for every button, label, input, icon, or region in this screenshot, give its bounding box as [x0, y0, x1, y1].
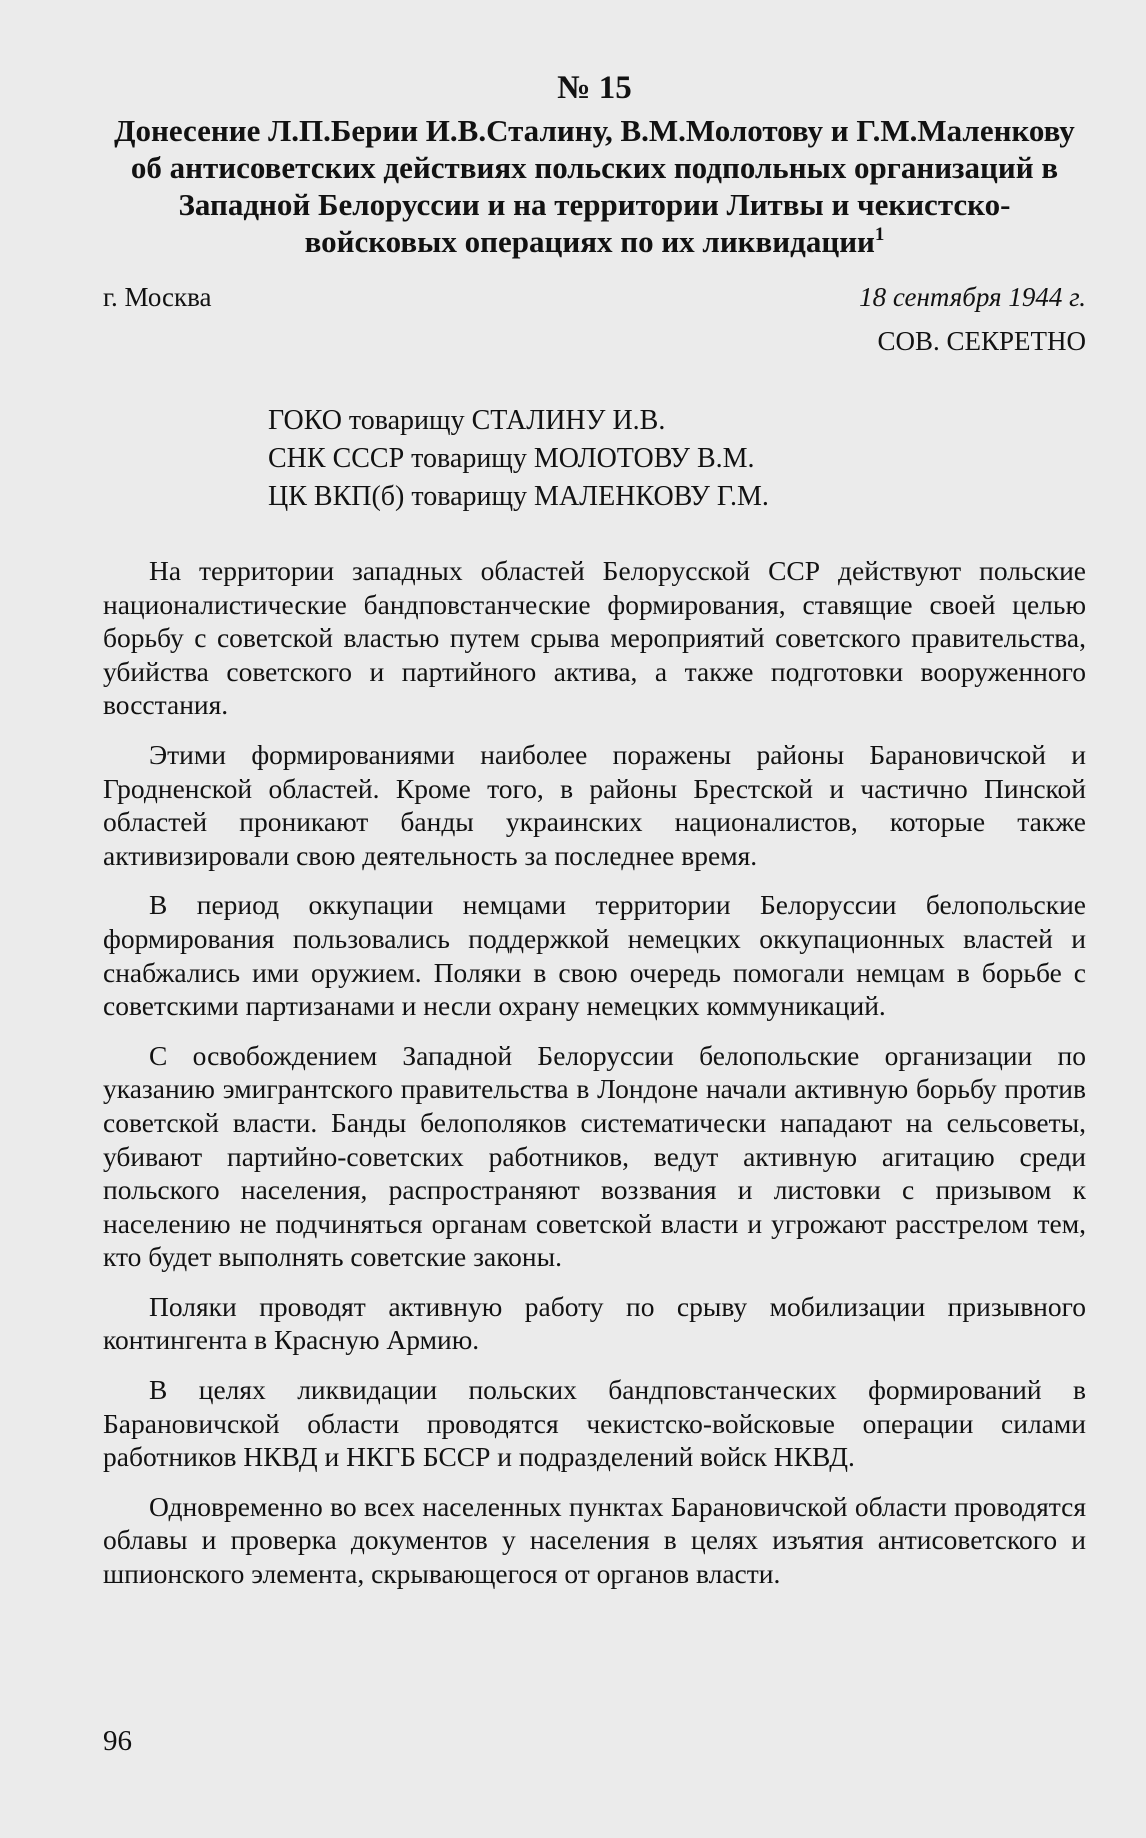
addressee-line: СНК СССР товарищу МОЛОТОВУ В.М.: [268, 443, 755, 474]
document-title-text: Донесение Л.П.Берии И.В.Сталину, В.М.Молотову и Г.М.Маленкову об антисоветских действиях польских подпольных организаций в Западной Белоруссии и на территории Литвы и чекистско-войсковых операциях по их ликвидации: [114, 113, 1075, 259]
document-date: 18 сентября 1944 г.: [859, 282, 1086, 312]
addressee-line: ЦК ВКП(б) товарищу МАЛЕНКОВУ Г.М.: [268, 481, 769, 512]
body-paragraph: В период оккупации немцами территории Белоруссии белопольские формирования пользовались поддержкой немецких оккупационных властей и снабжались ими оружием. Поляки в свою очередь помогали немцам в борьбе с советскими партизанами и несли охрану немецких коммуникаций.: [103, 889, 1086, 1022]
document-place: г. Москва: [103, 282, 212, 312]
classification-stamp: СОВ. СЕКРЕТНО: [877, 326, 1086, 356]
document-number: № 15: [557, 70, 632, 106]
document-title: [103, 112, 1086, 260]
body-paragraph: Поляки проводят активную работу по срыву мобилизации призывного контингента в Красную Армию.: [103, 1290, 1086, 1356]
body-paragraph: Этими формированиями наиболее поражены районы Барановичской и Гродненской областей. Кроме того, в районы Брестской и частично Пинской областей проникают банды украинских националистов, которые также активизировали свою деятельность за последнее время.: [103, 738, 1086, 871]
place-date-line: [103, 280, 1086, 314]
footnote-mark: 1: [874, 224, 885, 245]
document-body: [103, 554, 1086, 1591]
addressee-line: ГОКО товарищу СТАЛИНУ И.В.: [268, 405, 666, 436]
page-number: 96: [103, 1725, 132, 1757]
addressee-block: [268, 402, 1086, 516]
body-paragraph: Одновременно во всех населенных пунктах Барановичской области проводятся облавы и проверка документов у населения в целях изъятия антисоветского и шпионского элемента, скрывающегося от органов власти.: [103, 1490, 1086, 1590]
body-paragraph: В целях ликвидации польских бандповстанческих формирований в Барановичской области проводятся чекистско-войсковые операции силами работников НКВД и НКГБ БССР и подразделений войск НКВД.: [103, 1374, 1086, 1473]
body-paragraph: С освобождением Западной Белоруссии белопольские организации по указанию эмигрантского правительства в Лондоне начали активную борьбу против советской власти. Банды белополяков систематически нападают на сельсоветы, убивают партийно-советских работников, ведут активную агитацию среди польского населения, распространяют воззвания и листовки с призывом к населению не подчиняться органам советской власти и угрожают расстрелом тем, кто будет выполнять советские законы.: [103, 1039, 1086, 1273]
body-paragraph: На территории западных областей Белорусской ССР действуют польские националистические бандповстанческие формирования, ставящие своей целью борьбу с советской властью путем срыва мероприятий советского правительства, убийства советского и партийного актива, а также подготовки вооруженного восстания.: [103, 555, 1086, 721]
